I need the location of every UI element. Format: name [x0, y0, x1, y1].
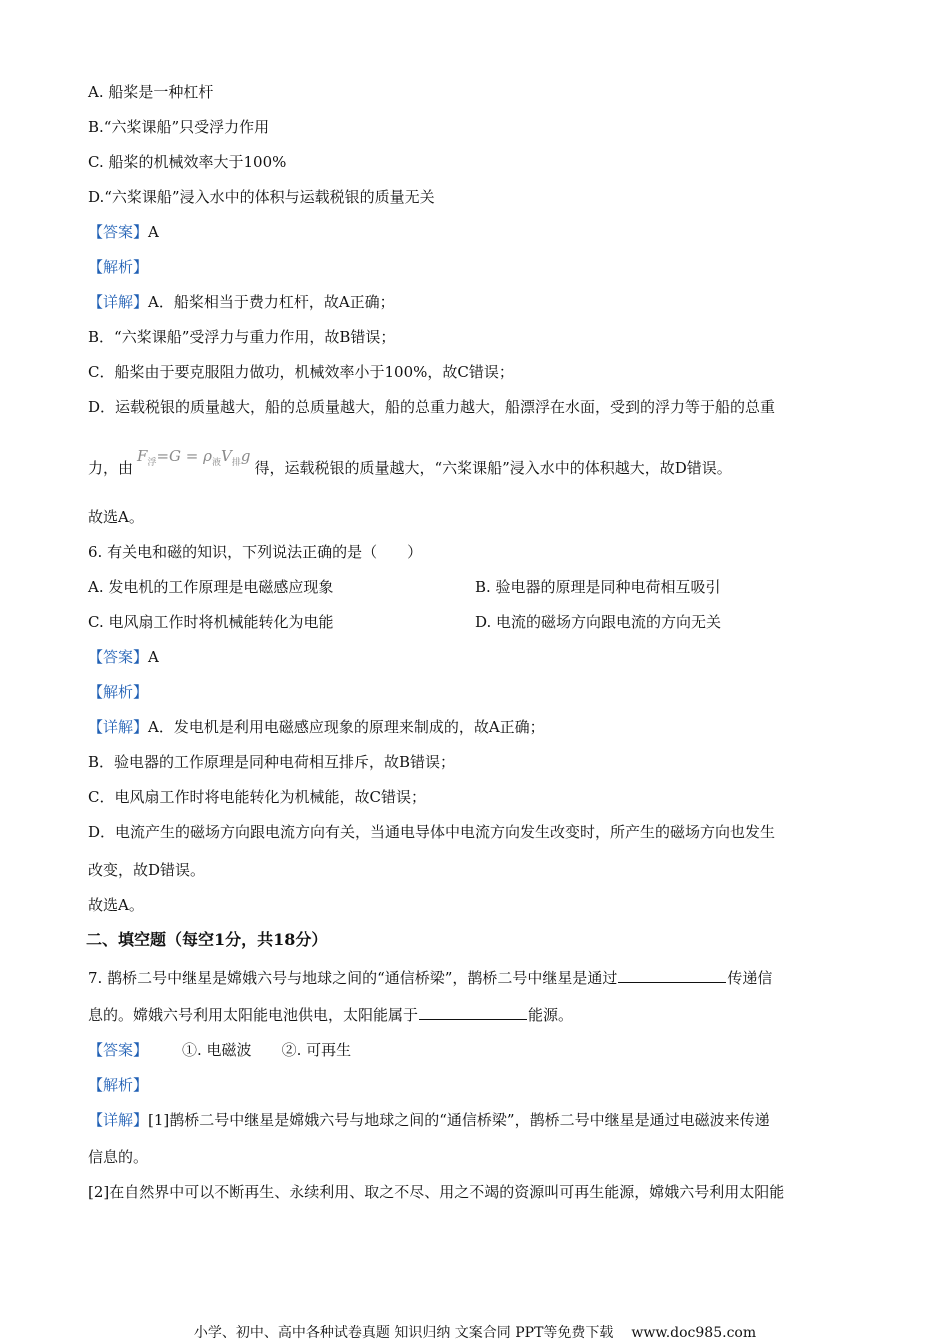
q5-option-d: D.“六桨课船”浸入水中的体积与运载税银的质量无关 — [88, 188, 435, 206]
answer-2: ②. 可再生 — [281, 1041, 352, 1059]
q5-answer — [88, 222, 159, 242]
q7-answer — [88, 1040, 351, 1060]
buoyancy-formula: $F_浮=G = \rho_液V_排g$ — [137, 447, 251, 468]
detail-tag: 【详解】 — [88, 1111, 149, 1129]
answer-tag: 【答案】 — [88, 223, 149, 241]
q5-option-c: C. 船桨的机械效率大于100% — [88, 153, 287, 171]
q6-detail-c: C．电风扇工作时将电能转化为机械能，故C错误； — [88, 788, 426, 806]
q5-detail-a — [88, 292, 395, 312]
detail-text: A．船桨相当于费力杠杆，故A正确； — [148, 293, 395, 311]
q5-detail-d-continued — [88, 447, 732, 485]
q6-analysis-tag — [88, 682, 148, 702]
footer-url: www.doc985.com — [631, 1325, 757, 1341]
q6-option-d: D. 电流的磁场方向跟电流的方向无关 — [475, 613, 722, 631]
q6-stem: 6. 有关电和磁的知识，下列说法正确的是（ ） — [88, 543, 423, 561]
footer-text: 小学、初中、高中各种试卷真题 知识归纳 文案合同 PPT等免费下载 — [193, 1325, 614, 1341]
q7-stem-line1: 7. 鹊桥二号中继星是嫦娥六号与地球之间的“通信桥梁”，鹊桥二号中继星是通过 传递信 — [88, 969, 773, 987]
q7-detail-1-continued: 信息的。 — [88, 1148, 149, 1166]
analysis-tag: 【解析】 — [88, 1076, 149, 1094]
answer-tag: 【答案】 — [88, 648, 149, 666]
q5-detail-c: C．船桨由于要克服阻力做功，机械效率小于100%，故C错误； — [88, 363, 514, 381]
page-footer — [0, 1324, 950, 1342]
q5-detail-b: B．“六桨课船”受浮力与重力作用，故B错误； — [88, 328, 396, 346]
q6-detail-b: B．验电器的工作原理是同种电荷相互排斥，故B错误； — [88, 753, 456, 771]
detail-tag: 【详解】 — [88, 293, 149, 311]
text-pre: 力，由 — [88, 459, 134, 477]
text-post: 得，运载税银的质量越大，“六桨课船”浸入水中的体积越大，故D错误。 — [254, 459, 732, 477]
q6-answer — [88, 647, 159, 667]
fill-blank-2 — [419, 1004, 527, 1020]
q5-detail-d: D．运载税银的质量越大，船的总质量越大，船的总重力越大，船漂浮在水面，受到的浮力等于船的总重 — [88, 398, 776, 416]
q7-stem-line2: 息的。嫦娥六号利用太阳能电池供电，太阳能属于 能源。 — [88, 1006, 574, 1024]
section-heading: 二、填空题（每空1分，共18分） — [86, 930, 328, 949]
q5-option-b: B.“六桨课船”只受浮力作用 — [88, 118, 270, 136]
q6-option-a: A. 发电机的工作原理是电磁感应现象 — [88, 578, 334, 596]
detail-text: [1]鹊桥二号中继星是嫦娥六号与地球之间的“通信桥梁”，鹊桥二号中继星是通过电磁波来传递 — [148, 1111, 770, 1129]
answer-value: A — [148, 648, 159, 666]
q5-option-a: A. 船桨是一种杠杆 — [88, 83, 214, 101]
q5-analysis-tag — [88, 257, 148, 277]
q7-analysis-tag — [88, 1075, 148, 1095]
q6-detail-d: D．电流产生的磁场方向跟电流方向有关，当通电导体中电流方向发生改变时，所产生的磁场方向也发生 — [88, 823, 776, 841]
detail-tag: 【详解】 — [88, 718, 149, 736]
q7-detail-1 — [88, 1110, 770, 1130]
answer-value: A — [148, 223, 159, 241]
q6-conclusion: 故选A。 — [88, 896, 144, 914]
q6-detail-d-continued: 改变，故D错误。 — [88, 861, 206, 879]
analysis-tag: 【解析】 — [88, 258, 149, 276]
q5-conclusion: 故选A。 — [88, 508, 144, 526]
answer-tag: 【答案】 — [88, 1041, 149, 1059]
answer-1: ①. 电磁波 — [182, 1041, 252, 1059]
analysis-tag: 【解析】 — [88, 683, 149, 701]
detail-text: A．发电机是利用电磁感应现象的原理来制成的，故A正确； — [148, 718, 545, 736]
q6-option-b: B. 验电器的原理是同种电荷相互吸引 — [475, 578, 721, 596]
q6-option-c: C. 电风扇工作时将机械能转化为电能 — [88, 613, 334, 631]
q6-detail-a — [88, 717, 545, 737]
fill-blank-1 — [618, 967, 726, 983]
q7-detail-2: [2]在自然界中可以不断再生、永续利用、取之不尽、用之不竭的资源叫可再生能源，嫦娥六号利用太阳能 — [88, 1183, 785, 1201]
